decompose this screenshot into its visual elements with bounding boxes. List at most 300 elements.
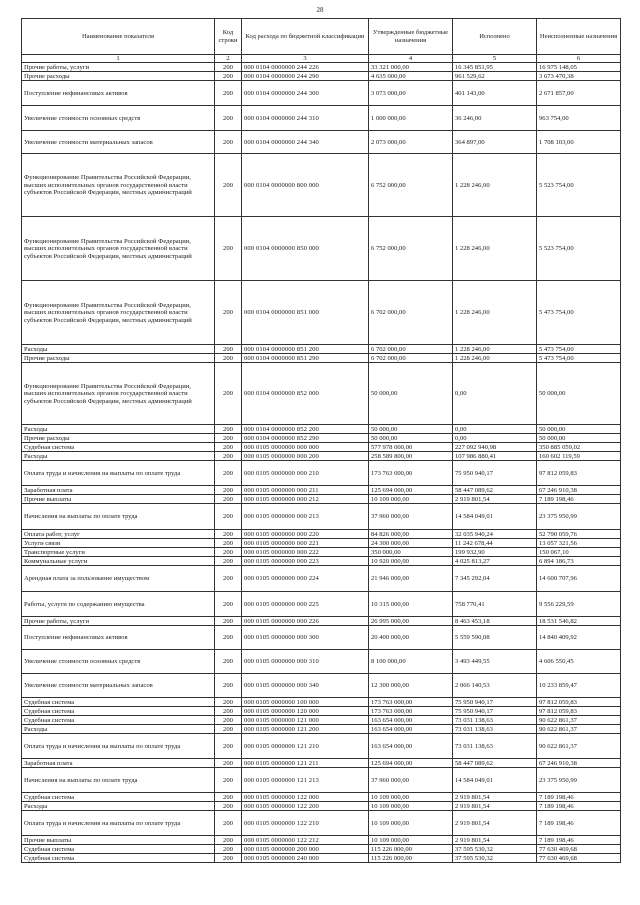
table-row xyxy=(22,698,621,707)
unexecuted-amount-cell: 7 189 198,46 xyxy=(537,793,621,802)
unexecuted-amount-cell: 90 622 861,37 xyxy=(537,734,621,759)
approved-amount-cell: 6 702 000,00 xyxy=(369,354,453,363)
classification-code-cell: 000 0105 0000000 122 000 xyxy=(242,793,369,802)
approved-amount-cell: 37 960 000,00 xyxy=(369,504,453,530)
classification-code-cell: 000 0104 0000000 244 290 xyxy=(242,72,369,81)
line-code-cell: 200 xyxy=(215,650,242,674)
executed-amount-cell: 758 770,41 xyxy=(453,592,537,617)
executed-amount-cell: 73 031 138,63 xyxy=(453,716,537,725)
line-code-cell: 200 xyxy=(215,854,242,863)
classification-code-cell: 000 0104 0000000 852 000 xyxy=(242,363,369,425)
executed-amount-cell: 0,00 xyxy=(453,425,537,434)
line-code-cell: 200 xyxy=(215,217,242,281)
unexecuted-amount-cell: 90 622 861,37 xyxy=(537,716,621,725)
indicator-name-cell: Коммунальные услуги xyxy=(22,557,215,566)
indicator-name-cell: Оплата труда и начисления на выплаты по оплате труда xyxy=(22,811,215,836)
approved-amount-cell: 10 109 000,00 xyxy=(369,495,453,504)
indicator-name-cell: Судебная система xyxy=(22,707,215,716)
column-number: 4 xyxy=(369,55,453,63)
header-executed: Исполнено xyxy=(453,19,537,55)
classification-code-cell: 000 0105 0000000 000 213 xyxy=(242,504,369,530)
classification-code-cell: 000 0105 0000000 000 211 xyxy=(242,486,369,495)
table-row xyxy=(22,836,621,845)
unexecuted-amount-cell: 7 189 198,46 xyxy=(537,802,621,811)
classification-code-cell: 000 0105 0000000 000 210 xyxy=(242,461,369,486)
executed-amount-cell: 2 919 801,54 xyxy=(453,811,537,836)
line-code-cell: 200 xyxy=(215,131,242,154)
line-code-cell: 200 xyxy=(215,768,242,793)
executed-amount-cell: 2 919 801,54 xyxy=(453,793,537,802)
executed-amount-cell: 4 025 813,27 xyxy=(453,557,537,566)
line-code-cell: 200 xyxy=(215,557,242,566)
unexecuted-amount-cell: 14 600 707,96 xyxy=(537,566,621,592)
executed-amount-cell: 401 143,00 xyxy=(453,81,537,106)
unexecuted-amount-cell: 7 189 198,46 xyxy=(537,836,621,845)
indicator-name-cell: Начисления на выплаты по оплате труда xyxy=(22,768,215,793)
indicator-name-cell: Заработная плата xyxy=(22,486,215,495)
line-code-cell: 200 xyxy=(215,734,242,759)
line-code-cell: 200 xyxy=(215,725,242,734)
line-code-cell: 200 xyxy=(215,674,242,698)
indicator-name-cell: Судебная система xyxy=(22,698,215,707)
executed-amount-cell: 227 092 940,98 xyxy=(453,443,537,452)
line-code-cell: 200 xyxy=(215,504,242,530)
table-row xyxy=(22,768,621,793)
approved-amount-cell: 173 763 000,00 xyxy=(369,698,453,707)
table-row xyxy=(22,217,621,281)
line-code-cell: 200 xyxy=(215,617,242,626)
line-code-cell: 200 xyxy=(215,154,242,217)
approved-amount-cell: 10 315 000,00 xyxy=(369,592,453,617)
line-code-cell: 200 xyxy=(215,81,242,106)
classification-code-cell: 000 0104 0000000 244 300 xyxy=(242,81,369,106)
indicator-name-cell: Функционирование Правительства Российской Федерации, высших исполнительных органов государственной власти субъектов Российской Федерации, местных администраций xyxy=(22,154,215,217)
approved-amount-cell: 20 400 000,00 xyxy=(369,626,453,650)
line-code-cell: 200 xyxy=(215,106,242,131)
table-row xyxy=(22,345,621,354)
approved-amount-cell: 50 000,00 xyxy=(369,425,453,434)
line-code-cell: 200 xyxy=(215,626,242,650)
line-code-cell: 200 xyxy=(215,345,242,354)
unexecuted-amount-cell: 23 375 950,99 xyxy=(537,504,621,530)
indicator-name-cell: Функционирование Правительства Российской Федерации, высших исполнительных органов государственной власти субъектов Российской Федерации, местных администраций xyxy=(22,281,215,345)
approved-amount-cell: 8 100 000,00 xyxy=(369,650,453,674)
unexecuted-amount-cell: 16 975 148,05 xyxy=(537,63,621,72)
executed-amount-cell: 364 897,00 xyxy=(453,131,537,154)
column-number-row xyxy=(22,55,621,63)
unexecuted-amount-cell: 50 000,00 xyxy=(537,363,621,425)
table-row xyxy=(22,716,621,725)
classification-code-cell: 000 0104 0000000 244 226 xyxy=(242,63,369,72)
unexecuted-amount-cell: 963 754,00 xyxy=(537,106,621,131)
approved-amount-cell: 125 694 000,00 xyxy=(369,486,453,495)
indicator-name-cell: Прочие работы, услуги xyxy=(22,617,215,626)
indicator-name-cell: Прочие выплаты xyxy=(22,836,215,845)
line-code-cell: 200 xyxy=(215,63,242,72)
approved-amount-cell: 163 654 000,00 xyxy=(369,734,453,759)
table-row xyxy=(22,734,621,759)
line-code-cell: 200 xyxy=(215,354,242,363)
classification-code-cell: 000 0105 0000000 000 223 xyxy=(242,557,369,566)
classification-code-cell: 000 0105 0000000 200 000 xyxy=(242,845,369,854)
indicator-name-cell: Расходы xyxy=(22,725,215,734)
table-row xyxy=(22,154,621,217)
classification-code-cell: 000 0105 0000000 000 300 xyxy=(242,626,369,650)
approved-amount-cell: 258 589 800,00 xyxy=(369,452,453,461)
unexecuted-amount-cell: 7 189 198,46 xyxy=(537,495,621,504)
indicator-name-cell: Расходы xyxy=(22,425,215,434)
indicator-name-cell: Судебная система xyxy=(22,854,215,863)
executed-amount-cell: 73 031 138,63 xyxy=(453,734,537,759)
table-row xyxy=(22,845,621,854)
approved-amount-cell: 24 300 000,00 xyxy=(369,539,453,548)
classification-code-cell: 000 0105 0000000 121 200 xyxy=(242,725,369,734)
classification-code-cell: 000 0105 0000000 122 212 xyxy=(242,836,369,845)
table-row xyxy=(22,443,621,452)
approved-amount-cell: 163 654 000,00 xyxy=(369,725,453,734)
page-number: 28 xyxy=(316,6,324,14)
approved-amount-cell: 6 752 000,00 xyxy=(369,217,453,281)
classification-code-cell: 000 0105 0000000 120 000 xyxy=(242,707,369,716)
approved-amount-cell: 125 694 000,00 xyxy=(369,759,453,768)
executed-amount-cell: 0,00 xyxy=(453,363,537,425)
unexecuted-amount-cell: 7 189 198,46 xyxy=(537,811,621,836)
executed-amount-cell: 75 950 940,17 xyxy=(453,707,537,716)
classification-code-cell: 000 0104 0000000 851 200 xyxy=(242,345,369,354)
unexecuted-amount-cell: 5 473 754,00 xyxy=(537,354,621,363)
unexecuted-amount-cell: 67 246 910,38 xyxy=(537,486,621,495)
approved-amount-cell: 577 978 000,00 xyxy=(369,443,453,452)
approved-amount-cell: 350 000,00 xyxy=(369,548,453,557)
line-code-cell: 200 xyxy=(215,548,242,557)
indicator-name-cell: Функционирование Правительства Российской Федерации, высших исполнительных органов государственной власти субъектов Российской Федерации, местных администраций xyxy=(22,363,215,425)
unexecuted-amount-cell: 2 671 857,00 xyxy=(537,81,621,106)
executed-amount-cell: 36 246,00 xyxy=(453,106,537,131)
executed-amount-cell: 75 950 940,17 xyxy=(453,461,537,486)
table-header-row xyxy=(22,19,621,55)
line-code-cell: 200 xyxy=(215,452,242,461)
approved-amount-cell: 10 109 000,00 xyxy=(369,836,453,845)
unexecuted-amount-cell: 52 790 059,76 xyxy=(537,530,621,539)
indicator-name-cell: Начисления на выплаты по оплате труда xyxy=(22,504,215,530)
indicator-name-cell: Судебная система xyxy=(22,793,215,802)
table-row xyxy=(22,707,621,716)
approved-amount-cell: 50 000,00 xyxy=(369,434,453,443)
table-row xyxy=(22,759,621,768)
line-code-cell: 200 xyxy=(215,793,242,802)
unexecuted-amount-cell: 97 812 059,83 xyxy=(537,707,621,716)
line-code-cell: 200 xyxy=(215,434,242,443)
line-code-cell: 200 xyxy=(215,530,242,539)
indicator-name-cell: Расходы xyxy=(22,802,215,811)
table-row xyxy=(22,281,621,345)
indicator-name-cell: Судебная система xyxy=(22,716,215,725)
line-code-cell: 200 xyxy=(215,539,242,548)
executed-amount-cell: 1 228 246,00 xyxy=(453,281,537,345)
table-row xyxy=(22,425,621,434)
classification-code-cell: 000 0105 0000000 000 226 xyxy=(242,617,369,626)
table-row xyxy=(22,811,621,836)
indicator-name-cell: Работы, услуги по содержанию имущества xyxy=(22,592,215,617)
approved-amount-cell: 37 960 000,00 xyxy=(369,768,453,793)
indicator-name-cell: Поступление нефинансовых активов xyxy=(22,81,215,106)
table-row xyxy=(22,495,621,504)
classification-code-cell: 000 0104 0000000 244 340 xyxy=(242,131,369,154)
classification-code-cell: 000 0105 0000000 000 212 xyxy=(242,495,369,504)
indicator-name-cell: Прочие выплаты xyxy=(22,495,215,504)
indicator-name-cell: Увеличение стоимости основных средств xyxy=(22,650,215,674)
approved-amount-cell: 115 226 000,00 xyxy=(369,845,453,854)
approved-amount-cell: 26 995 000,00 xyxy=(369,617,453,626)
executed-amount-cell: 2 919 801,54 xyxy=(453,836,537,845)
line-code-cell: 200 xyxy=(215,281,242,345)
indicator-name-cell: Прочие расходы xyxy=(22,434,215,443)
unexecuted-amount-cell: 77 630 469,68 xyxy=(537,845,621,854)
classification-code-cell: 000 0105 0000000 122 210 xyxy=(242,811,369,836)
table-row xyxy=(22,131,621,154)
table-row xyxy=(22,530,621,539)
unexecuted-amount-cell: 160 602 119,59 xyxy=(537,452,621,461)
header-budget-classification-code: Код расхода по бюджетной классификации xyxy=(242,19,369,55)
column-number: 6 xyxy=(537,55,621,63)
approved-amount-cell: 173 763 000,00 xyxy=(369,707,453,716)
indicator-name-cell: Функционирование Правительства Российской Федерации, высших исполнительных органов государственной власти субъектов Российской Федерации, местных администраций xyxy=(22,217,215,281)
table-row xyxy=(22,363,621,425)
indicator-name-cell: Увеличение стоимости основных средств xyxy=(22,106,215,131)
table-row xyxy=(22,72,621,81)
header-approved-appropriations: Утвержденные бюджетные назначения xyxy=(369,19,453,55)
indicator-name-cell: Арендная плата за пользование имуществом xyxy=(22,566,215,592)
line-code-cell: 200 xyxy=(215,707,242,716)
classification-code-cell: 000 0105 0000000 121 000 xyxy=(242,716,369,725)
classification-code-cell: 000 0105 0000000 122 200 xyxy=(242,802,369,811)
classification-code-cell: 000 0104 0000000 850 000 xyxy=(242,217,369,281)
approved-amount-cell: 6 702 000,00 xyxy=(369,281,453,345)
table-row xyxy=(22,106,621,131)
executed-amount-cell: 1 228 246,00 xyxy=(453,354,537,363)
budget-execution-table xyxy=(21,18,621,863)
line-code-cell: 200 xyxy=(215,845,242,854)
line-code-cell: 200 xyxy=(215,566,242,592)
approved-amount-cell: 50 000,00 xyxy=(369,363,453,425)
table-row xyxy=(22,617,621,626)
indicator-name-cell: Оплата труда и начисления на выплаты по оплате труда xyxy=(22,734,215,759)
table-row xyxy=(22,793,621,802)
line-code-cell: 200 xyxy=(215,716,242,725)
executed-amount-cell: 2 919 801,54 xyxy=(453,495,537,504)
header-line-code: Код строки xyxy=(215,19,242,55)
unexecuted-amount-cell: 50 000,00 xyxy=(537,425,621,434)
indicator-name-cell: Прочие расходы xyxy=(22,72,215,81)
classification-code-cell: 000 0105 0000000 000 225 xyxy=(242,592,369,617)
executed-amount-cell: 107 986 880,41 xyxy=(453,452,537,461)
line-code-cell: 200 xyxy=(215,759,242,768)
table-row xyxy=(22,434,621,443)
approved-amount-cell: 12 300 000,00 xyxy=(369,674,453,698)
approved-amount-cell: 21 946 000,00 xyxy=(369,566,453,592)
executed-amount-cell: 2 919 801,54 xyxy=(453,802,537,811)
table-row xyxy=(22,650,621,674)
executed-amount-cell: 5 559 590,08 xyxy=(453,626,537,650)
classification-code-cell: 000 0105 0000000 000 220 xyxy=(242,530,369,539)
unexecuted-amount-cell: 5 473 754,00 xyxy=(537,281,621,345)
indicator-name-cell: Судебная система xyxy=(22,845,215,854)
column-number: 5 xyxy=(453,55,537,63)
indicator-name-cell: Услуги связи xyxy=(22,539,215,548)
line-code-cell: 200 xyxy=(215,363,242,425)
approved-amount-cell: 33 321 000,00 xyxy=(369,63,453,72)
classification-code-cell: 000 0104 0000000 244 310 xyxy=(242,106,369,131)
table-row xyxy=(22,626,621,650)
executed-amount-cell: 1 228 246,00 xyxy=(453,154,537,217)
table-row xyxy=(22,504,621,530)
classification-code-cell: 000 0105 0000000 000 340 xyxy=(242,674,369,698)
table-row xyxy=(22,592,621,617)
line-code-cell: 200 xyxy=(215,486,242,495)
unexecuted-amount-cell: 6 894 186,73 xyxy=(537,557,621,566)
indicator-name-cell: Судебная система xyxy=(22,443,215,452)
approved-amount-cell: 3 073 000,00 xyxy=(369,81,453,106)
indicator-name-cell: Расходы xyxy=(22,345,215,354)
indicator-name-cell: Увеличение стоимости материальных запасов xyxy=(22,131,215,154)
unexecuted-amount-cell: 5 523 754,00 xyxy=(537,154,621,217)
executed-amount-cell: 11 242 678,44 xyxy=(453,539,537,548)
line-code-cell: 200 xyxy=(215,811,242,836)
executed-amount-cell: 2 066 140,53 xyxy=(453,674,537,698)
unexecuted-amount-cell: 5 473 754,00 xyxy=(537,345,621,354)
indicator-name-cell: Оплата труда и начисления на выплаты по оплате труда xyxy=(22,461,215,486)
indicator-name-cell: Прочие расходы xyxy=(22,354,215,363)
executed-amount-cell: 1 228 246,00 xyxy=(453,345,537,354)
executed-amount-cell: 0,00 xyxy=(453,434,537,443)
table-row xyxy=(22,557,621,566)
unexecuted-amount-cell: 150 067,10 xyxy=(537,548,621,557)
executed-amount-cell: 8 463 453,18 xyxy=(453,617,537,626)
unexecuted-amount-cell: 97 812 059,83 xyxy=(537,461,621,486)
approved-amount-cell: 10 920 000,00 xyxy=(369,557,453,566)
approved-amount-cell: 10 109 000,00 xyxy=(369,811,453,836)
table-row xyxy=(22,539,621,548)
unexecuted-amount-cell: 13 057 321,56 xyxy=(537,539,621,548)
unexecuted-amount-cell: 9 556 229,59 xyxy=(537,592,621,617)
classification-code-cell: 000 0104 0000000 851 290 xyxy=(242,354,369,363)
unexecuted-amount-cell: 4 606 550,45 xyxy=(537,650,621,674)
table-row xyxy=(22,354,621,363)
unexecuted-amount-cell: 50 000,00 xyxy=(537,434,621,443)
approved-amount-cell: 6 752 000,00 xyxy=(369,154,453,217)
header-unexecuted-appropriations: Неисполненные назначения xyxy=(537,19,621,55)
line-code-cell: 200 xyxy=(215,698,242,707)
executed-amount-cell: 73 031 138,63 xyxy=(453,725,537,734)
column-number: 1 xyxy=(22,55,215,63)
unexecuted-amount-cell: 3 673 470,38 xyxy=(537,72,621,81)
line-code-cell: 200 xyxy=(215,836,242,845)
table-row xyxy=(22,725,621,734)
classification-code-cell: 000 0105 0000000 000 310 xyxy=(242,650,369,674)
table-row xyxy=(22,486,621,495)
header-indicator-name: Наименование показателя xyxy=(22,19,215,55)
table-row xyxy=(22,674,621,698)
executed-amount-cell: 3 493 449,55 xyxy=(453,650,537,674)
executed-amount-cell: 1 228 246,00 xyxy=(453,217,537,281)
unexecuted-amount-cell: 77 630 469,68 xyxy=(537,854,621,863)
executed-amount-cell: 58 447 089,62 xyxy=(453,759,537,768)
approved-amount-cell: 10 109 000,00 xyxy=(369,793,453,802)
table-row xyxy=(22,461,621,486)
classification-code-cell: 000 0105 0000000 121 213 xyxy=(242,768,369,793)
table-row xyxy=(22,81,621,106)
approved-amount-cell: 10 109 000,00 xyxy=(369,802,453,811)
indicator-name-cell: Оплата работ, услуг xyxy=(22,530,215,539)
executed-amount-cell: 7 345 292,04 xyxy=(453,566,537,592)
classification-code-cell: 000 0104 0000000 852 200 xyxy=(242,425,369,434)
executed-amount-cell: 58 447 089,62 xyxy=(453,486,537,495)
line-code-cell: 200 xyxy=(215,495,242,504)
unexecuted-amount-cell: 18 531 546,82 xyxy=(537,617,621,626)
approved-amount-cell: 84 826 000,00 xyxy=(369,530,453,539)
line-code-cell: 200 xyxy=(215,425,242,434)
table-row xyxy=(22,63,621,72)
table-row xyxy=(22,566,621,592)
indicator-name-cell: Поступление нефинансовых активов xyxy=(22,626,215,650)
classification-code-cell: 000 0105 0000000 121 210 xyxy=(242,734,369,759)
classification-code-cell: 000 0105 0000000 100 000 xyxy=(242,698,369,707)
table-row xyxy=(22,854,621,863)
line-code-cell: 200 xyxy=(215,72,242,81)
classification-code-cell: 000 0104 0000000 852 290 xyxy=(242,434,369,443)
executed-amount-cell: 14 584 049,01 xyxy=(453,768,537,793)
table-row xyxy=(22,452,621,461)
unexecuted-amount-cell: 14 840 409,92 xyxy=(537,626,621,650)
executed-amount-cell: 16 345 851,95 xyxy=(453,63,537,72)
indicator-name-cell: Увеличение стоимости материальных запасов xyxy=(22,674,215,698)
executed-amount-cell: 14 584 049,01 xyxy=(453,504,537,530)
classification-code-cell: 000 0104 0000000 800 000 xyxy=(242,154,369,217)
indicator-name-cell: Расходы xyxy=(22,452,215,461)
approved-amount-cell: 4 635 000,00 xyxy=(369,72,453,81)
classification-code-cell: 000 0105 0000000 121 211 xyxy=(242,759,369,768)
approved-amount-cell: 1 000 000,00 xyxy=(369,106,453,131)
column-number: 3 xyxy=(242,55,369,63)
executed-amount-cell: 199 932,90 xyxy=(453,548,537,557)
line-code-cell: 200 xyxy=(215,592,242,617)
approved-amount-cell: 6 702 000,00 xyxy=(369,345,453,354)
unexecuted-amount-cell: 23 375 950,99 xyxy=(537,768,621,793)
classification-code-cell: 000 0105 0000000 000 222 xyxy=(242,548,369,557)
table-row xyxy=(22,802,621,811)
classification-code-cell: 000 0105 0000000 000 000 xyxy=(242,443,369,452)
classification-code-cell: 000 0105 0000000 000 200 xyxy=(242,452,369,461)
indicator-name-cell: Прочие работы, услуги xyxy=(22,63,215,72)
classification-code-cell: 000 0104 0000000 851 000 xyxy=(242,281,369,345)
indicator-name-cell: Заработная плата xyxy=(22,759,215,768)
unexecuted-amount-cell: 350 885 059,02 xyxy=(537,443,621,452)
unexecuted-amount-cell: 1 708 103,00 xyxy=(537,131,621,154)
classification-code-cell: 000 0105 0000000 240 000 xyxy=(242,854,369,863)
executed-amount-cell: 32 035 940,24 xyxy=(453,530,537,539)
executed-amount-cell: 961 529,62 xyxy=(453,72,537,81)
indicator-name-cell: Транспортные услуги xyxy=(22,548,215,557)
line-code-cell: 200 xyxy=(215,461,242,486)
classification-code-cell: 000 0105 0000000 000 221 xyxy=(242,539,369,548)
classification-code-cell: 000 0105 0000000 000 224 xyxy=(242,566,369,592)
column-number: 2 xyxy=(215,55,242,63)
approved-amount-cell: 173 763 000,00 xyxy=(369,461,453,486)
approved-amount-cell: 163 654 000,00 xyxy=(369,716,453,725)
unexecuted-amount-cell: 10 233 859,47 xyxy=(537,674,621,698)
unexecuted-amount-cell: 67 246 910,38 xyxy=(537,759,621,768)
line-code-cell: 200 xyxy=(215,443,242,452)
